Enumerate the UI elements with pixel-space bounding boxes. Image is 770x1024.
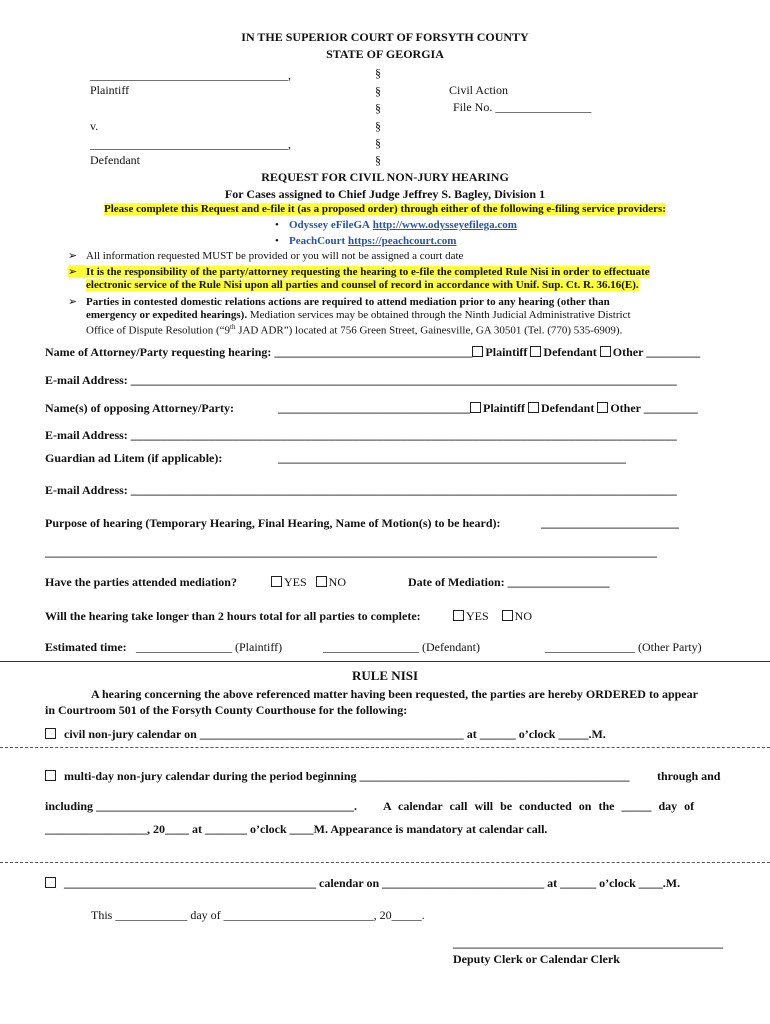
signature-label: Deputy Clerk or Calendar Clerk bbox=[453, 952, 620, 966]
odyssey-link[interactable]: http://www.odysseyefilega.com bbox=[372, 219, 517, 231]
other-checkbox[interactable] bbox=[597, 402, 608, 413]
purpose-field-line2[interactable]: ______________________________________________________________________________________________________ bbox=[45, 545, 657, 559]
guardian-label: Guardian ad Litem (if applicable): bbox=[45, 451, 223, 465]
peachcourt-link[interactable]: https://peachcourt.com bbox=[347, 235, 457, 247]
opposing-email-row: E-mail Address: ___________________________________________________________________________________________ bbox=[45, 428, 677, 442]
mediation-no-checkbox[interactable] bbox=[316, 576, 327, 587]
note-responsibility-cont: electronic service of the Rule Nisi upon all parties and counsel of record in accordance with Unif. Sup. Ct. R. 36.16(E). bbox=[86, 279, 639, 291]
other-field[interactable]: _________ bbox=[643, 401, 698, 415]
note-mediation-cont: emergency or expedited hearings). Mediation services may be obtained through the Ninth Judicial Administrative District bbox=[86, 309, 631, 321]
purpose-label: Purpose of hearing (Temporary Hearing, Final Hearing, Name of Motion(s) to be heard): bbox=[45, 516, 501, 530]
attorney-row: Name of Attorney/Party requesting hearing: _________________________________ Plaintiff Defendant Other _________ bbox=[45, 345, 701, 359]
arrow-bullet-icon: ➢ bbox=[68, 250, 78, 262]
provider-odyssey: • Odyssey eFileGA http://www.odysseyefilega.com bbox=[275, 219, 517, 231]
defendant-checkbox[interactable] bbox=[530, 346, 541, 357]
email-field[interactable]: ___________________________________________________________________________________________ bbox=[130, 373, 677, 387]
note-mediation: ➢ Parties in contested domestic relations actions are required to attend mediation prior to any hearing (other than bbox=[68, 296, 610, 308]
plaintiff-checkbox[interactable] bbox=[470, 402, 481, 413]
plaintiff-blank: _________________________________, bbox=[90, 68, 291, 82]
section-mark: § bbox=[375, 136, 381, 150]
dashed-divider bbox=[0, 862, 770, 863]
guardian-field[interactable]: __________________________________________________________ bbox=[278, 451, 626, 465]
section-mark: § bbox=[375, 101, 381, 115]
section-mark: § bbox=[375, 66, 381, 80]
request-title: REQUEST FOR CIVIL NON-JURY HEARING bbox=[261, 170, 509, 184]
guardian-email-field[interactable]: ___________________________________________________________________________________________ bbox=[130, 483, 677, 497]
est-defendant-field[interactable]: ________________ (Defendant) bbox=[323, 640, 480, 654]
efile-instruction: Please complete this Request and e-file it (as a proposed order) through either of the following e-filing service providers: bbox=[104, 203, 666, 215]
two-hours-label: Will the hearing take longer than 2 hours total for all parties to complete: bbox=[45, 609, 421, 623]
request-subtitle: For Cases assigned to Chief Judge Jeffrey S. Bagley, Division 1 bbox=[224, 187, 546, 201]
provider-peachcourt: • PeachCourt https://peachcourt.com bbox=[275, 235, 457, 247]
this-day-line: This ____________ day of _________________________, 20_____. bbox=[91, 908, 425, 922]
arrow-bullet-icon: ➢ bbox=[68, 265, 86, 278]
civil-calendar-checkbox[interactable] bbox=[45, 728, 56, 739]
civil-action-label: Civil Action bbox=[449, 83, 509, 97]
note-responsibility: ➢ It is the responsibility of the party/attorney requesting the hearing to e-file the completed Rule Nisi in order to effectuate bbox=[68, 266, 650, 278]
email-row: E-mail Address: ___________________________________________________________________________________________ bbox=[45, 373, 677, 387]
opposing-email-field[interactable]: ___________________________________________________________________________________________ bbox=[130, 428, 677, 442]
plaintiff-label: Plaintiff bbox=[90, 83, 130, 97]
section-mark: § bbox=[375, 84, 381, 98]
est-plaintiff-field[interactable]: ________________ (Plaintiff) bbox=[136, 640, 283, 654]
calendar-call-text: A calendar call will be conducted on the _____ day of bbox=[383, 799, 695, 813]
multiday-through-label: through and bbox=[657, 769, 721, 783]
calendar-call-date: _________________, 20____ at _______ o’clock ____M. Appearance is mandatory at calendar call. bbox=[45, 822, 548, 836]
file-number-field[interactable]: File No. ________________ bbox=[453, 100, 592, 114]
guardian-email-row: E-mail Address: ___________________________________________________________________________________________ bbox=[45, 483, 677, 497]
rule-nisi-paragraph-line1: A hearing concerning the above referenced matter having been requested, the parties are hereby ORDERED to appear bbox=[91, 687, 698, 701]
arrow-bullet-icon: ➢ bbox=[68, 296, 78, 308]
bullet-icon: • bbox=[275, 235, 279, 247]
section-divider bbox=[0, 661, 770, 662]
defendant-label: Defendant bbox=[90, 153, 140, 167]
rule-nisi-title: RULE NISI bbox=[351, 668, 419, 683]
two-hours-no-checkbox[interactable] bbox=[502, 610, 513, 621]
two-hours-options: YES NO bbox=[453, 609, 532, 624]
state-heading: STATE OF GEORGIA bbox=[326, 47, 444, 61]
mediation-date-field[interactable]: Date of Mediation: _________________ bbox=[408, 575, 610, 589]
opposing-label: Name(s) of opposing Attorney/Party: bbox=[45, 401, 234, 415]
versus-label: v. bbox=[90, 119, 99, 133]
multiday-including: including ___________________________________________. bbox=[45, 799, 358, 813]
rule-nisi-paragraph-line2: in Courtroom 501 of the Forsyth County Courthouse for the following: bbox=[45, 703, 408, 717]
opposing-name-field[interactable]: ________________________________ bbox=[278, 401, 470, 415]
court-heading: IN THE SUPERIOR COURT OF FORSYTH COUNTY bbox=[241, 30, 529, 44]
section-mark: § bbox=[375, 119, 381, 133]
mediation-label: Have the parties attended mediation? bbox=[45, 575, 237, 589]
opposing-row: ________________________________ Plaintiff Defendant Other _________ bbox=[278, 401, 698, 415]
custom-calendar-checkbox[interactable] bbox=[45, 877, 56, 888]
purpose-field[interactable]: _______________________ bbox=[541, 516, 679, 530]
defendant-blank: _________________________________, bbox=[90, 137, 291, 151]
civil-calendar-option: civil non-jury calendar on ____________________________________________ at ______ o’clock _____.M. bbox=[45, 727, 606, 742]
mediation-yes-checkbox[interactable] bbox=[271, 576, 282, 587]
plaintiff-checkbox[interactable] bbox=[472, 346, 483, 357]
est-other-field[interactable]: _______________ (Other Party) bbox=[545, 640, 702, 654]
bullet-icon: • bbox=[275, 219, 279, 231]
multiday-calendar-option: multi-day non-jury calendar during the period beginning _____________________________________________ bbox=[45, 769, 630, 784]
custom-calendar-option: __________________________________________ calendar on ___________________________ at ______ o’clock ____.M. bbox=[45, 876, 680, 891]
multiday-calendar-checkbox[interactable] bbox=[45, 770, 56, 781]
dashed-divider bbox=[0, 747, 770, 748]
estimated-time-label: Estimated time: bbox=[45, 640, 127, 654]
defendant-checkbox[interactable] bbox=[528, 402, 539, 413]
other-checkbox[interactable] bbox=[600, 346, 611, 357]
note-required: ➢ All information requested MUST be provided or you will not be assigned a court date bbox=[68, 250, 464, 262]
signature-line[interactable]: _____________________________________________ bbox=[453, 936, 723, 950]
other-field[interactable]: _________ bbox=[646, 345, 701, 359]
attorney-name-field[interactable]: _________________________________ bbox=[274, 345, 473, 359]
mediation-options: YES NO bbox=[271, 575, 346, 590]
two-hours-yes-checkbox[interactable] bbox=[453, 610, 464, 621]
note-mediation-address: Office of Dispute Resolution (“9th JAD ADR”) located at 756 Green Street, Gainesville, GA 30501 (Tel. (770) 535-6909). bbox=[86, 323, 623, 337]
section-mark: § bbox=[375, 153, 381, 167]
